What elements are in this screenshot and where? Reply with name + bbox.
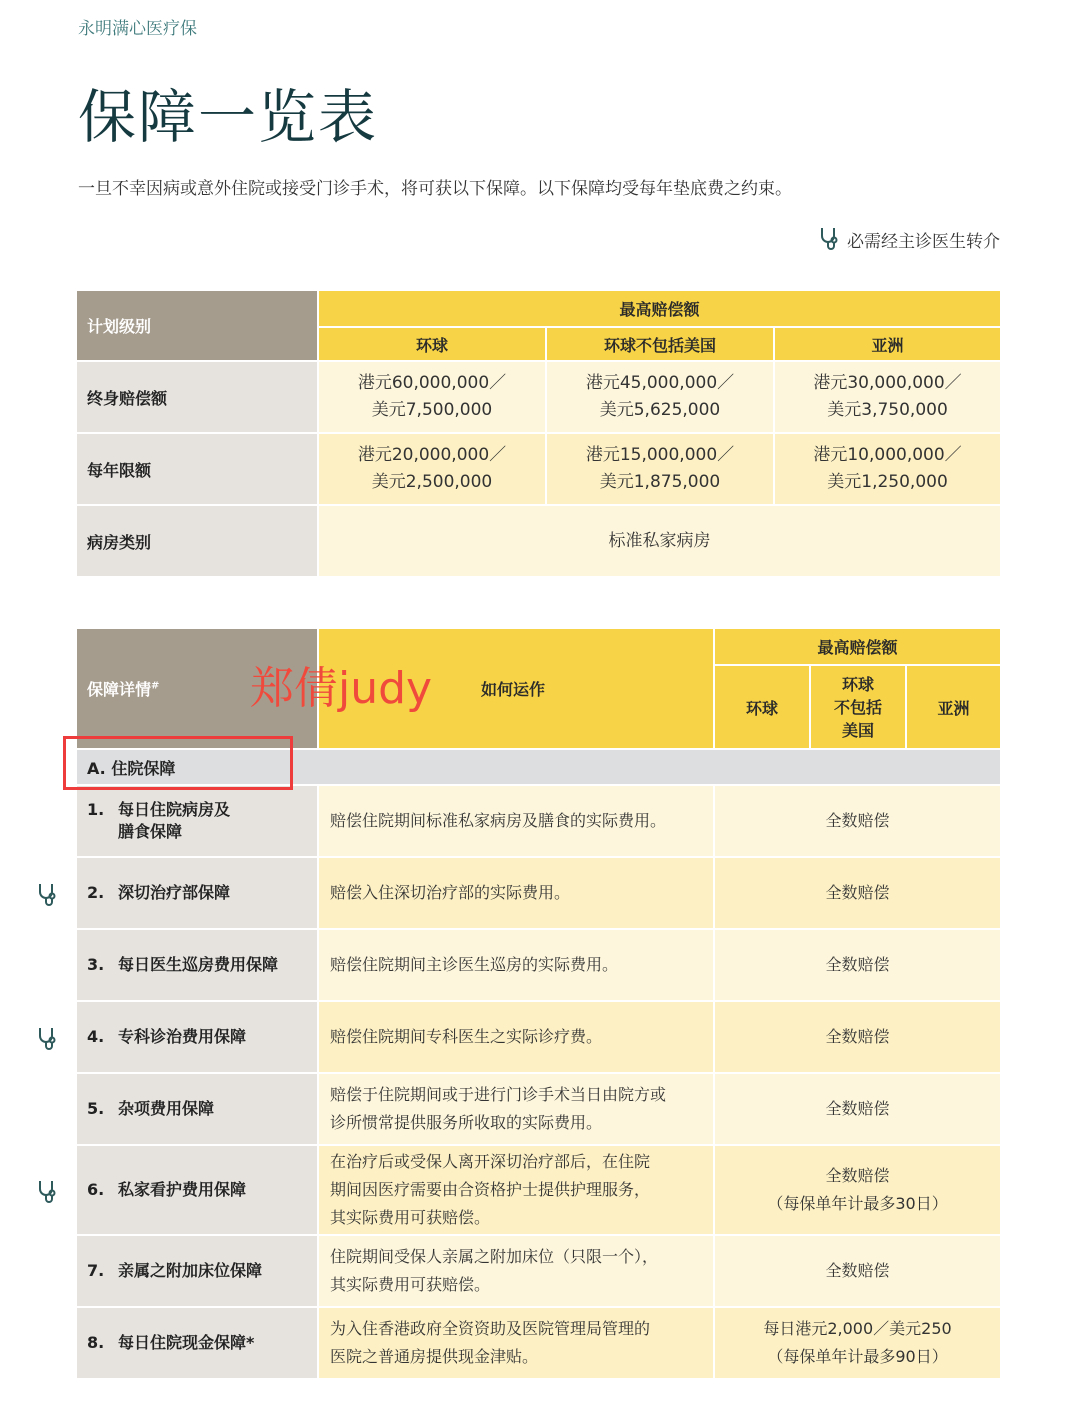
- max-benefit-cell: 全数赔偿: [714, 785, 1001, 857]
- benefit-name: 6. 私家看护费用保障: [77, 1145, 318, 1235]
- max-benefit-cell: 全数赔偿: [714, 857, 1001, 929]
- max-benefit-header: 最高赔偿额: [318, 291, 1001, 327]
- table-row: [77, 505, 1001, 577]
- table-cell: 港元10,000,000／ 美元1,250,000: [774, 433, 1001, 505]
- benefit-name: 4. 专科诊治费用保障: [77, 1001, 318, 1073]
- benefit-details-header: 保障详情#: [77, 629, 318, 749]
- page-title: 保障一览表: [78, 83, 379, 151]
- column-header: 环球: [318, 327, 546, 361]
- table-row: [77, 929, 1001, 1001]
- column-header: 环球 不包括 美国: [810, 665, 906, 749]
- table-row: [77, 433, 1001, 505]
- how-it-works-cell: 赔偿住院期间专科医生之实际诊疗费。: [318, 1001, 714, 1073]
- plan-limits-table: [77, 291, 1002, 578]
- max-benefit-cell: 全数赔偿: [714, 1073, 1001, 1145]
- table-row: [77, 1145, 1001, 1235]
- column-header: 亚洲: [906, 665, 1001, 749]
- max-benefit-cell: 全数赔偿: [714, 929, 1001, 1001]
- benefit-name: 5. 杂项费用保障: [77, 1073, 318, 1145]
- how-it-works-cell: 在治疗后或受保人离开深切治疗部后，在住院 期间因医疗需要由合资格护士提供护理服务， 其实际费用可获赔偿。: [318, 1145, 714, 1235]
- brand-name: 永明满心医疗保: [78, 19, 197, 39]
- table-row: [77, 1307, 1001, 1379]
- ward-value: 标准私家病房: [318, 505, 1001, 577]
- benefit-name: 3. 每日医生巡房费用保障: [77, 929, 318, 1001]
- benefit-name: 8. 每日住院现金保障*: [77, 1307, 318, 1379]
- column-header: 环球: [714, 665, 810, 749]
- section-a-header: A. 住院保障: [77, 749, 1001, 785]
- intro-text: 一旦不幸因病或意外住院或接受门诊手术，将可获以下保障。以下保障均受每年垫底费之约束。: [78, 179, 792, 199]
- max-benefit-cell: 全数赔偿: [714, 1235, 1001, 1307]
- column-header: 环球不包括美国: [546, 327, 774, 361]
- max-benefit-cell: 全数赔偿 （每保单年计最多30日）: [714, 1145, 1001, 1235]
- table-row: [77, 361, 1001, 433]
- table-cell: 港元30,000,000／ 美元3,750,000: [774, 361, 1001, 433]
- row-label: 病房类别: [77, 505, 318, 577]
- plan-level-header: 计划级别: [77, 291, 318, 361]
- how-it-works-cell: 赔偿于住院期间或于进行门诊手术当日由院方或 诊所惯常提供服务所收取的实际费用。: [318, 1073, 714, 1145]
- max-benefit-cell: 每日港元2,000／美元250 （每保单年计最多90日）: [714, 1307, 1001, 1379]
- how-it-works-cell: 赔偿住院期间主诊医生巡房的实际费用。: [318, 929, 714, 1001]
- watermark-text: 郑倩judy: [250, 663, 433, 714]
- table-cell: 港元60,000,000／ 美元7,500,000: [318, 361, 546, 433]
- how-it-works-cell: 为入住香港政府全资资助及医院管理局管理的 医院之普通房提供现金津贴。: [318, 1307, 714, 1379]
- row-label: 终身赔偿额: [77, 361, 318, 433]
- max-benefit-cell: 全数赔偿: [714, 1001, 1001, 1073]
- column-header: 亚洲: [774, 327, 1001, 361]
- how-it-works-cell: 赔偿入住深切治疗部的实际费用。: [318, 857, 714, 929]
- how-it-works-cell: 赔偿住院期间标准私家病房及膳食的实际费用。: [318, 785, 714, 857]
- benefit-name: 7. 亲属之附加床位保障: [77, 1235, 318, 1307]
- stethoscope-icon: [35, 1179, 59, 1205]
- table-row: [77, 857, 1001, 929]
- stethoscope-icon: [817, 226, 841, 252]
- annotation-highlight-box: [63, 736, 293, 790]
- table-row: [77, 1001, 1001, 1073]
- how-it-works-cell: 住院期间受保人亲属之附加床位（只限一个）， 其实际费用可获赔偿。: [318, 1235, 714, 1307]
- stethoscope-icon: [35, 1026, 59, 1052]
- benefit-name: 2. 深切治疗部保障: [77, 857, 318, 929]
- table-cell: 港元45,000,000／ 美元5,625,000: [546, 361, 774, 433]
- how-it-works-header: 如何运作: [318, 629, 714, 749]
- table-row: [77, 785, 1001, 857]
- table-cell: 港元15,000,000／ 美元1,875,000: [546, 433, 774, 505]
- table-row: [77, 1235, 1001, 1307]
- benefit-name: 1. 每日住院病房及 膳食保障: [77, 785, 318, 857]
- table-row: [77, 1073, 1001, 1145]
- referral-label: 必需经主诊医生转介: [847, 231, 1000, 252]
- row-label: 每年限额: [77, 433, 318, 505]
- max-benefit-header: 最高赔偿额: [714, 629, 1001, 665]
- stethoscope-icon: [35, 882, 59, 908]
- referral-legend: [817, 226, 1000, 252]
- table-cell: 港元20,000,000／ 美元2,500,000: [318, 433, 546, 505]
